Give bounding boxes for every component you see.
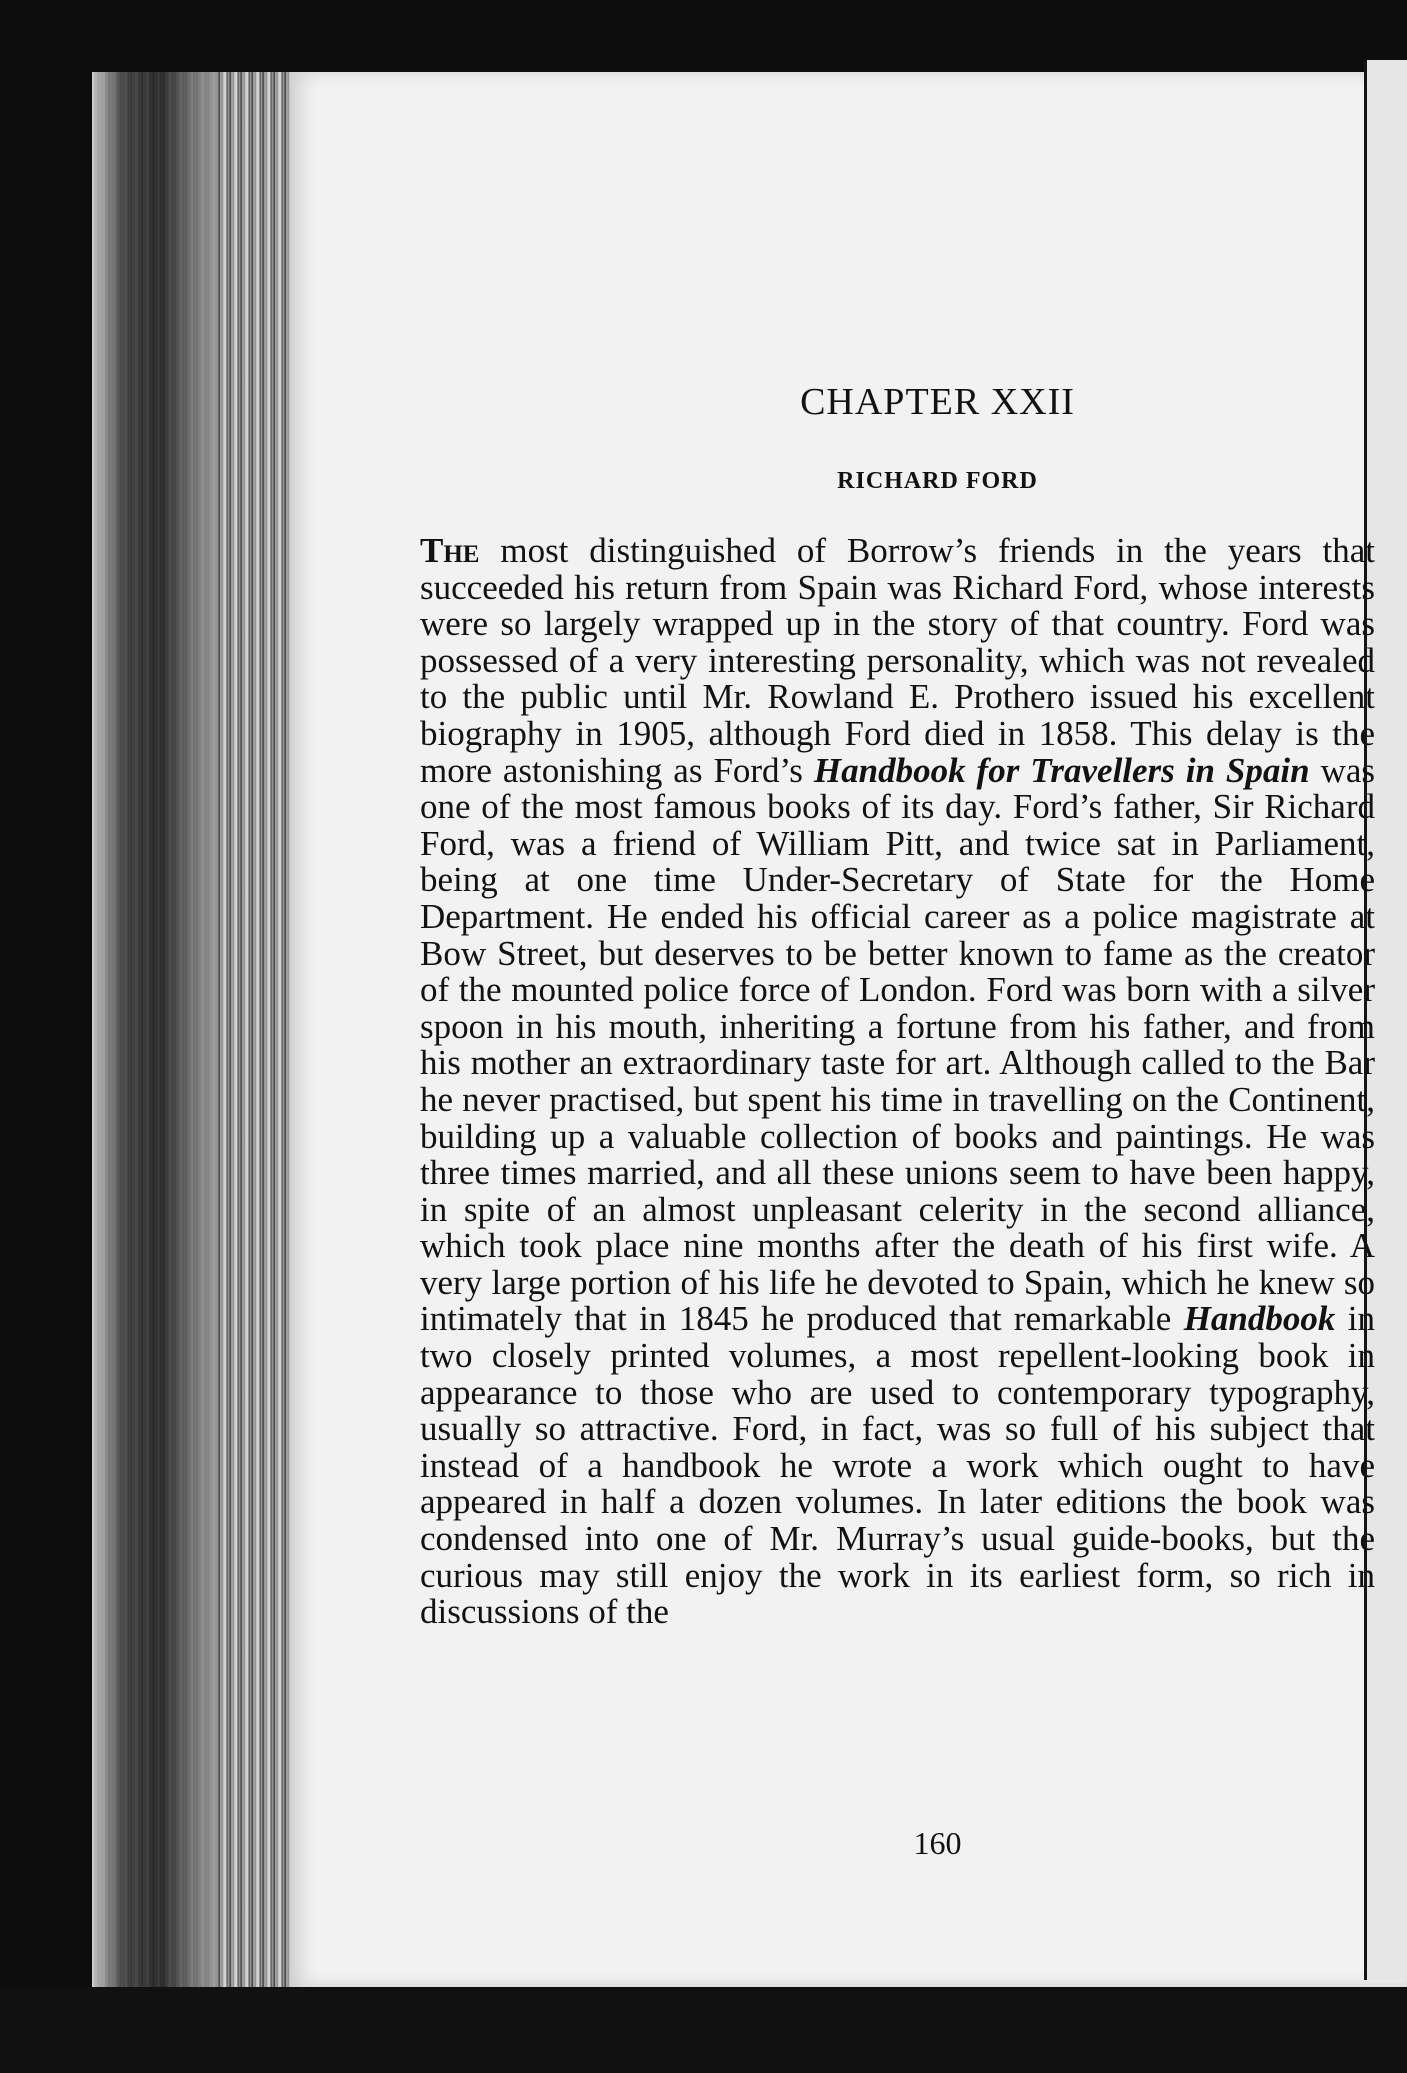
chapter-title: CHAPTER XXII (800, 381, 1075, 423)
book-title-italic: Handbook for Travellers in Spain (813, 750, 1310, 790)
lead-word: The (420, 531, 480, 570)
chapter-subtitle: RICHARD FORD (837, 468, 1038, 494)
text-segment: was one of the most famous books of its day. Ford’s father, Sir Richard Ford, was a friend of William Pitt, and twice sat in Parliament, being at one time Under-Secretary of State for the Home Department. He ended his official career as a police magistrate at Bow Street, but deserves to be better known to fame as the creator of the mounted police force of London. Ford was born with a silver spoon in his mouth, inheriting a fortune from his father, and from his mother an extraordinary taste for art. Although called to the Bar he never practised, but spent his time in travelling on the Continent, building up a valuable collection of books and paintings. He was three times married, and all these unions seem to have been happy, in spite of an almost unpleasant celerity in the second alliance, which took place nine months after the death of his first wife. A very large portion of his life he devoted to Spain, which he knew so intimately that in 1845 he produced that remarkable (420, 750, 1375, 1339)
page-number: 160 (913, 1825, 962, 1861)
page-content (420, 380, 1375, 1861)
book-spine-shadow (92, 72, 217, 1987)
scan-bottom-border (0, 1987, 1407, 2073)
text-segment: most distinguished of Borrow’s friends in the years that succeeded his return from Spain was Richard Ford, whose interests were so largely wrapped up in the story of that country. Ford was possessed of a very interesting personality, which was not revealed to the public until Mr. Rowland E. Prothero issued his excellent biography in 1905, although Ford died in 1858. This delay is the more astonishing as Ford’s (420, 531, 1375, 790)
book-title-italic: Handbook (1183, 1299, 1336, 1339)
body-paragraph (420, 533, 1375, 1631)
text-segment: in two closely printed volumes, a most repellent-looking book in appearance to those who are used to contemporary typography, usually so attractive. Ford, in fact, was so full of his subject that instead of a handbook he wrote a work which ought to have appeared in half a dozen volumes. In later editions the book was condensed into one of Mr. Murray’s usual guide-books, but the curious may still enjoy the work in its earliest form, so rich in discussions of the (420, 1299, 1375, 1632)
